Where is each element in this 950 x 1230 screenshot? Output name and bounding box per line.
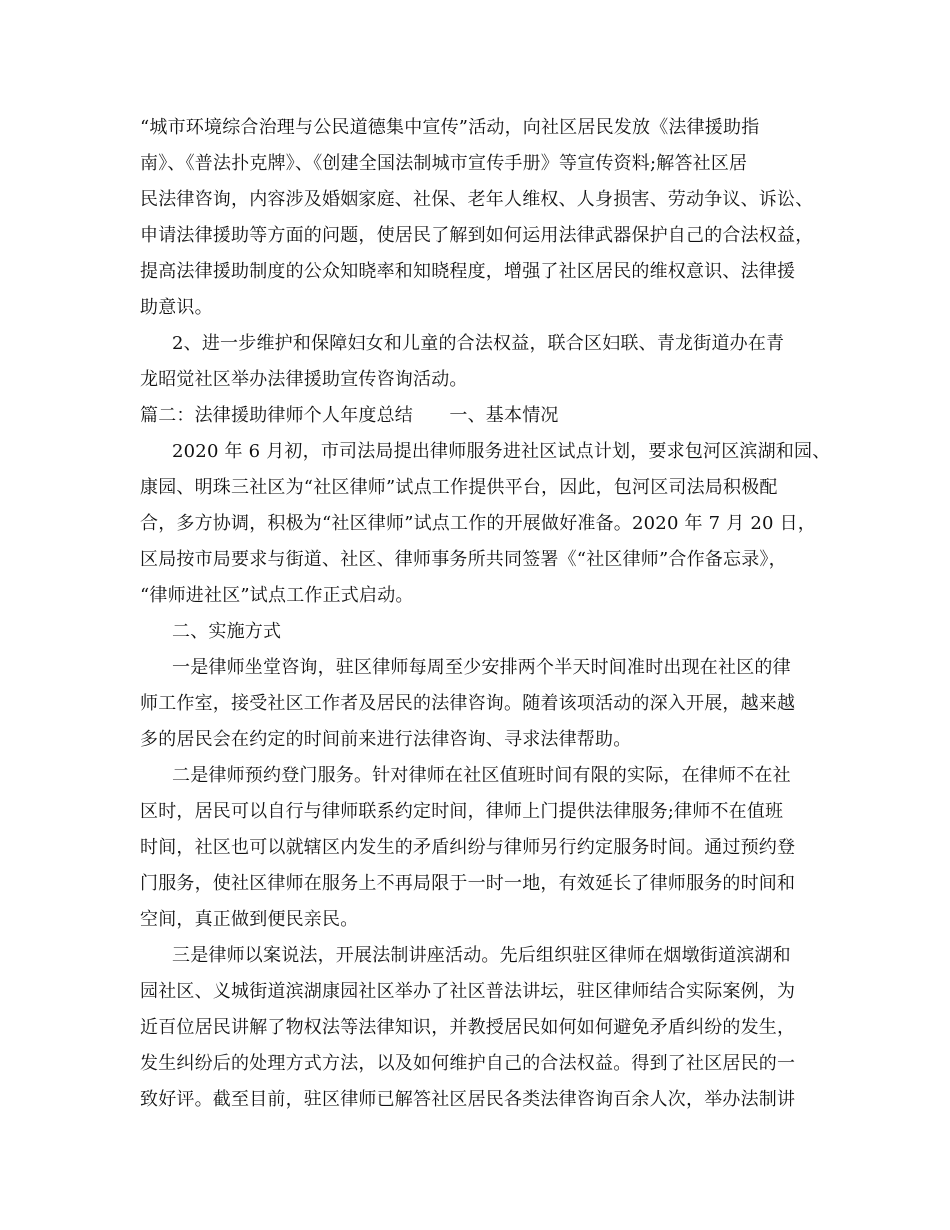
text-line: 申请法律援助等方面的问题，使居民了解到如何运用法律武器保护自己的合法权益， [140, 225, 814, 246]
text-line: 空间，真正做到便民亲民。 [140, 909, 359, 930]
text-line: 时间，社区也可以就辖区内发生的矛盾纠纷与律师另行约定服务时间。通过预约登 [140, 837, 796, 858]
text-line: 三是律师以案说法，开展法制讲座活动。先后组织驻区律师在烟墩街道滨湖和 [172, 945, 791, 966]
text-line: 区时，居民可以自行与律师联系约定时间，律师上门提供法律服务;律师不在值班 [140, 801, 784, 822]
text-line: 南》、《普法扑克牌》、《创建全国法制城市宣传手册》等宣传资料;解答社区居 [140, 153, 748, 174]
text-line: 园社区、义城街道滨湖康园社区举办了社区普法讲坛，驻区律师结合实际案例，为 [140, 981, 796, 1002]
text-line: “律师进社区”试点工作正式启动。 [140, 585, 414, 606]
section-heading: 篇二：法律援助律师个人年度总结 一、基本情况 [140, 405, 559, 426]
text-line: 龙昭觉社区举办法律援助宣传咨询活动。 [140, 369, 468, 390]
text-line: 门服务，使社区律师在服务上不再局限于一时一地，有效延长了律师服务的时间和 [140, 873, 796, 894]
text-line: 2、进一步维护和保障妇女和儿童的合法权益，联合区妇联、青龙街道办在青 [172, 333, 785, 354]
text-line: 致好评。截至目前，驻区律师已解答社区居民各类法律咨询百余人次，举办法制讲 [140, 1089, 796, 1110]
text-line: 助意识。 [140, 297, 213, 318]
text-line: 2020 年 6 月初，市司法局提出律师服务进社区试点计划，要求包河区滨湖和园、 [172, 441, 831, 462]
text-line: 民法律咨询，内容涉及婚姻家庭、社保、老年人维权、人身损害、劳动争议、诉讼、 [140, 189, 814, 210]
text-line: 近百位居民讲解了物权法等法律知识，并教授居民如何如何避免矛盾纠纷的发生， [140, 1017, 796, 1038]
text-line: 发生纠纷后的处理方式方法，以及如何维护自己的合法权益。得到了社区居民的一 [140, 1053, 796, 1074]
text-line: 康园、明珠三社区为“社区律师”试点工作提供平台，因此，包河区司法局积极配 [140, 477, 778, 498]
text-line: 合，多方协调，积极为“社区律师”试点工作的开展做好准备。2020 年 7 月 20 日， [140, 513, 816, 534]
text-line: 多的居民会在约定的时间前来进行法律咨询、寻求法律帮助。 [140, 729, 632, 750]
text-line: 区局按市局要求与街道、社区、律师事务所共同签署《“社区律师”合作备忘录》， [140, 549, 787, 570]
section-heading: 二、实施方式 [172, 621, 282, 642]
text-line: 二是律师预约登门服务。针对律师在社区值班时间有限的实际，在律师不在社 [172, 765, 791, 786]
text-line: 一是律师坐堂咨询，驻区律师每周至少安排两个半天时间准时出现在社区的律 [172, 657, 791, 678]
text-line: “城市环境综合治理与公民道德集中宣传”活动，向社区居民发放《法律援助指 [140, 117, 760, 138]
text-line: 提高法律援助制度的公众知晓率和知晓程度，增强了社区居民的维权意识、法律援 [140, 261, 796, 282]
text-line: 师工作室，接受社区工作者及居民的法律咨询。随着该项活动的深入开展，越来越 [140, 693, 796, 714]
